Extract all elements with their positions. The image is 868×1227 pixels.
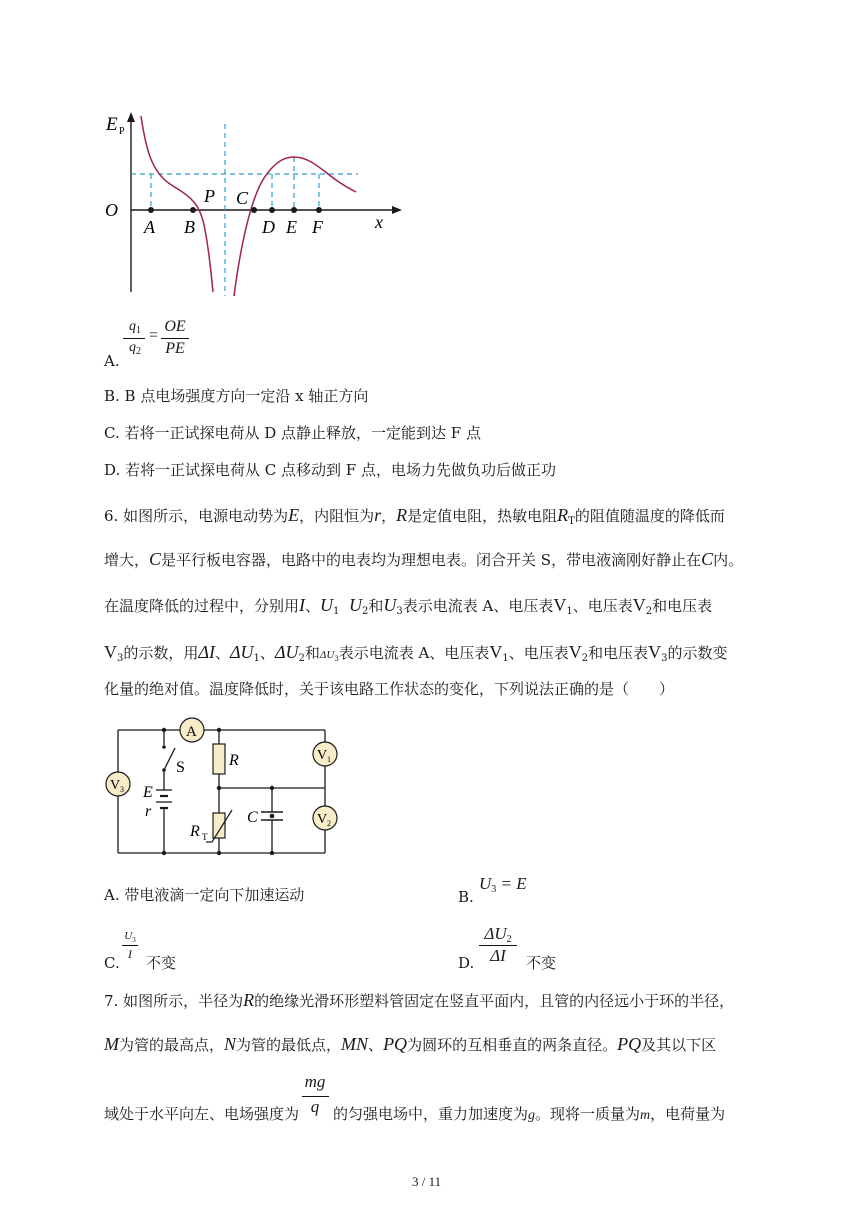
q6-option-A: A. 带电液滴一定向下加速运动 — [104, 886, 305, 904]
thermistor-label: R — [190, 823, 200, 840]
point-E-label: E — [286, 217, 297, 237]
y-axis-label-sub: P — [119, 126, 125, 137]
potential-energy-graph — [0, 0, 868, 320]
option-label: B. — [458, 888, 474, 906]
svg-text:T: T — [202, 832, 208, 842]
fraction-q: q — [310, 1097, 320, 1116]
option-text: 不变 — [526, 954, 557, 972]
point-D-label: D — [262, 217, 275, 237]
q6-line-2: 增大，C是平行板电容器，电路中的电表均为理想电表。闭合开关 S，带电液滴刚好静止在C内。 — [104, 549, 744, 569]
svg-text:2: 2 — [327, 819, 331, 828]
switch-contact — [162, 745, 166, 749]
origin-label: O — [105, 200, 118, 220]
x-axis-arrow — [392, 206, 402, 214]
q6-line-1: 6. 如图所示，电源电动势为E，内阻恒为r，R是定值电阻，热敏电阻$R_T$的阻值随温度的降低而 — [104, 505, 725, 527]
fraction-I: I — [128, 947, 132, 961]
fraction-q2: $q_2$ — [129, 340, 141, 357]
curve-left-branch — [141, 116, 213, 292]
capacitor-label: C — [247, 809, 258, 826]
fraction-mg: mg — [304, 1072, 326, 1091]
v1-label: V — [317, 748, 328, 763]
resistor-label: R — [229, 752, 239, 769]
option-label: C. — [104, 954, 120, 972]
point-P-label: P — [204, 186, 215, 206]
option-text: 不变 — [146, 954, 177, 972]
fraction-U3: $U_3$ — [124, 930, 136, 944]
fraction-OE: OE — [164, 318, 186, 335]
q5-option-B: B. B 点电场强度方向一定沿 x 轴正方向 — [104, 387, 369, 405]
q6-line-3: 在温度降低的过程中，分别用I、$U_1$ $U_2$和$U_3$表示电流表 A、电压表$V_1$、电压表$V_2$和电压表 — [104, 595, 713, 617]
option-label: D. — [458, 954, 475, 972]
v2-label: V — [317, 812, 328, 827]
charged-droplet — [270, 814, 275, 819]
option-B-expression: $U_3 = E$ — [479, 874, 527, 895]
q6-line-4: $V_3$的示数，用ΔI、$\Delta U_1$、$\Delta U_2$和$\Delta U_3$表示电流表 A、电压表$V_1$、电压表$V_2$和电压表$V_3$的示数变 — [104, 642, 728, 664]
q5-option-D: D. 若将一正试探电荷从 C 点移动到 F 点，电场力先做负功后做正功 — [104, 461, 556, 479]
v3-label: V — [110, 778, 121, 793]
point-B-label: B — [184, 217, 195, 237]
fraction-dU2: $\Delta U_2$ — [484, 924, 512, 945]
switch-label: S — [176, 759, 185, 776]
point-C-label: C — [236, 188, 249, 208]
internal-resistance-label: r — [145, 803, 152, 820]
point-F-label: F — [312, 217, 323, 237]
circuit-diagram — [0, 710, 868, 870]
fraction-q1: $q_1$ — [129, 319, 141, 336]
resistor-R — [213, 744, 225, 774]
q7-line-2: M为管的最高点，N为管的最低点，MN、PQ为圆环的互相垂直的两条直径。PQ及其以下区 — [104, 1034, 717, 1054]
svg-text:1: 1 — [327, 755, 331, 764]
q7-line-1: 7. 如图所示，半径为R的绝缘光滑环形塑料管固定在竖直平面内，且管的内径远小于环的半径， — [104, 990, 735, 1010]
point-A-label: A — [144, 217, 155, 237]
fraction-dI: ΔI — [490, 946, 506, 965]
y-axis-arrow — [127, 112, 135, 122]
svg-text:3: 3 — [120, 785, 124, 794]
option-label: A. — [104, 352, 120, 370]
page-number: 3 / 11 — [412, 1174, 442, 1189]
y-axis-label: E — [106, 114, 118, 135]
emf-label: E — [143, 784, 153, 801]
switch-blade — [164, 748, 175, 770]
q5-option-C: C. 若将一正试探电荷从 D 点静止释放，一定能到达 F 点 — [104, 424, 481, 442]
ammeter-label: A — [186, 724, 197, 740]
thermistor-RT — [213, 813, 225, 838]
fraction-PE: PE — [165, 340, 185, 357]
q6-line-5: 化量的绝对值。温度降低时，关于该电路工作状态的变化，下列说法正确的是（ ） — [104, 680, 675, 698]
equals-sign: = — [149, 327, 159, 344]
x-axis-label: x — [375, 212, 383, 232]
